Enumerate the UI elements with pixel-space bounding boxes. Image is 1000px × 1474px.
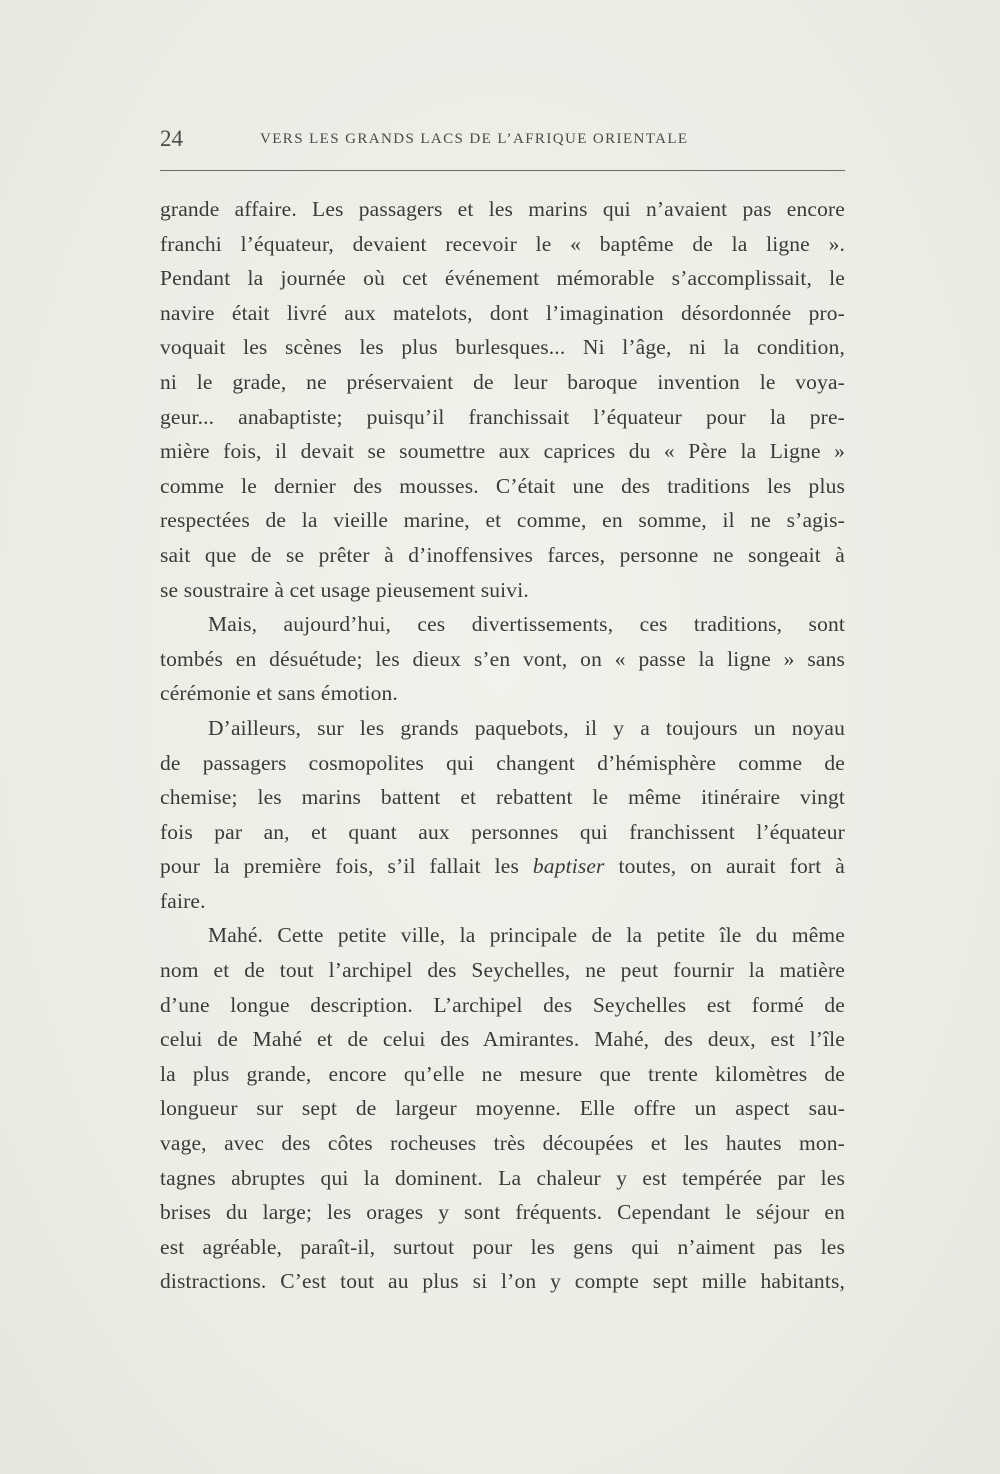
text-line: chemise; les marins battent et rebattent le même itinéraire vingt (160, 785, 845, 810)
text-line: brises du large; les orages y sont fréquents. Cependant le séjour en (160, 1200, 845, 1225)
text-line: nom et de tout l’archipel des Seychelles, ne peut fournir la matière (160, 958, 845, 983)
header-rule (160, 170, 845, 171)
text-line: D’ailleurs, sur les grands paquebots, il y a toujours un noyau (208, 715, 845, 740)
running-title: VERS LES GRANDS LACS DE L’AFRIQUE ORIENTALE (260, 131, 689, 147)
italic-word: baptiser (532, 854, 605, 879)
text-line: mière fois, il devait se soumettre aux caprices du « Père la Ligne » (160, 439, 845, 464)
text-line: celui de Mahé et de celui des Amirantes. Mahé, des deux, est l’île (160, 1027, 845, 1052)
text-line: se soustraire à cet usage pieusement suivi. (160, 577, 529, 602)
text-line: vage, avec des côtes rocheuses très découpées et les hautes mon- (160, 1131, 845, 1156)
text-line: voquait les scènes les plus burlesques... Ni l’âge, ni la condition, (160, 335, 845, 360)
text-line: navire était livré aux matelots, dont l’imagination désordonnée pro- (160, 300, 845, 325)
text-line: Mahé. Cette petite ville, la principale de la petite île du même (208, 923, 845, 948)
text-line: geur... anabaptiste; puisqu’il franchissait l’équateur pour la pre- (160, 404, 845, 429)
text-line: la plus grande, encore qu’elle ne mesure que trente kilomètres de (160, 1061, 845, 1086)
text-line: est agréable, paraît-il, surtout pour les gens qui n’aiment pas les (160, 1234, 845, 1259)
text-line: grande affaire. Les passagers et les marins qui n’avaient pas encore (160, 197, 845, 221)
text-line: cérémonie et sans émotion. (160, 681, 398, 706)
text-line: respectées de la vieille marine, et comme, en somme, il ne s’agis- (160, 508, 845, 533)
text-line: Pendant la journée où cet événement mémorable s’accomplissait, le (160, 266, 845, 291)
text-segment: pour la première fois, s’il fallait les (160, 854, 533, 879)
text-line: franchi l’équateur, devaient recevoir le « baptême de la ligne ». (160, 231, 845, 256)
text-line: faire. (160, 888, 206, 913)
text-line: distractions. C’est tout au plus si l’on y compte sept mille habitants, (160, 1269, 845, 1294)
text-line: comme le dernier des mousses. C’était une des traditions les plus (160, 473, 845, 498)
page-number: 24 (160, 126, 183, 151)
running-head (160, 126, 845, 156)
text-segment: toutes, on aurait fort à (604, 854, 845, 879)
text-line (160, 849, 845, 884)
text-line: sait que de se prêter à d’inoffensives farces, personne ne songeait à (160, 542, 845, 567)
text-line: tombés en désuétude; les dieux s’en vont, on « passe la ligne » sans (160, 646, 845, 671)
text-line: longueur sur sept de largeur moyenne. Elle offre un aspect sau- (160, 1096, 845, 1121)
text-line: fois par an, et quant aux personnes qui franchissent l’équateur (160, 819, 845, 844)
text-line: de passagers cosmopolites qui changent d’hémisphère comme de (160, 750, 845, 775)
text-line: ni le grade, ne préservaient de leur baroque invention le voya- (160, 369, 845, 394)
text-line: d’une longue description. L’archipel des Seychelles est formé de (160, 992, 845, 1017)
text-line: Mais, aujourd’hui, ces divertissements, ces traditions, sont (208, 612, 845, 637)
text-line: tagnes abruptes qui la dominent. La chaleur y est tempérée par les (160, 1165, 845, 1190)
body-text (160, 192, 845, 1299)
